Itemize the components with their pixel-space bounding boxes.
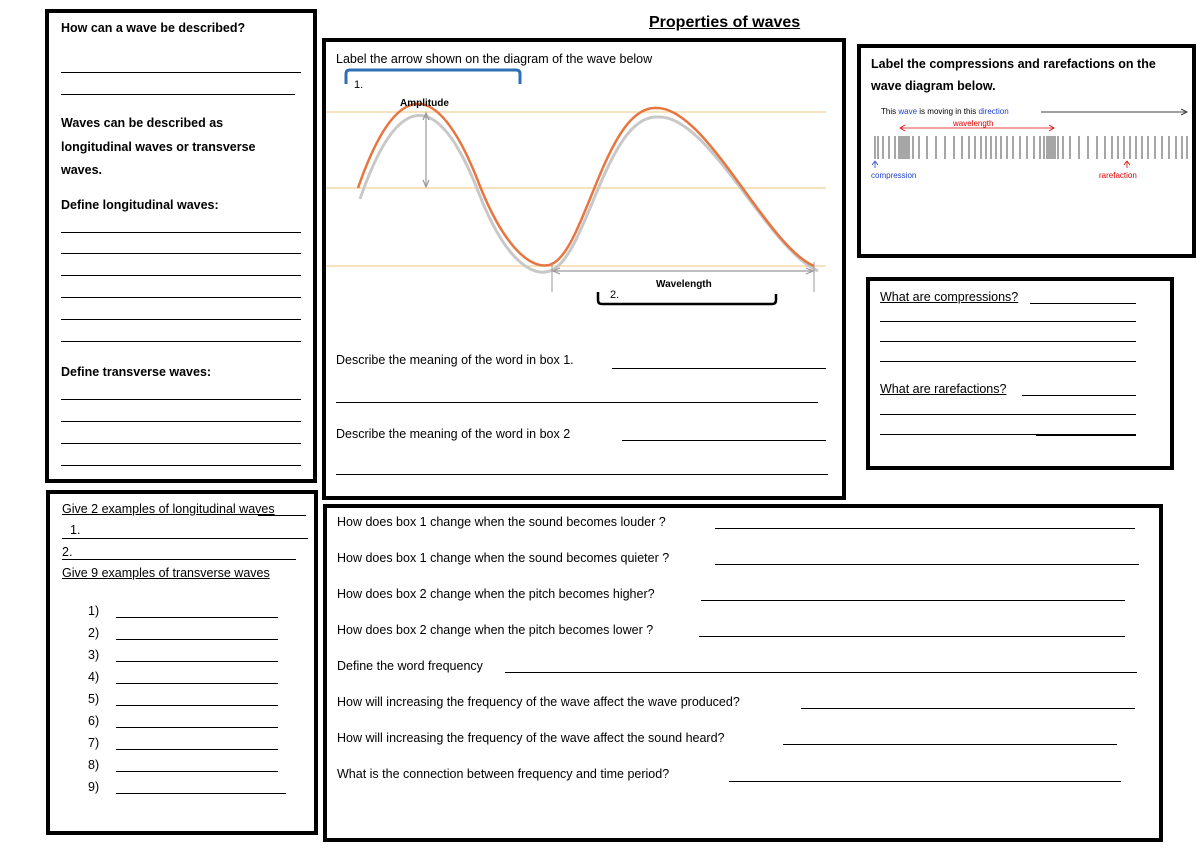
answer-line[interactable] <box>116 617 278 618</box>
answer-line[interactable] <box>880 321 1136 322</box>
answer-line[interactable] <box>612 368 826 369</box>
answer-line[interactable] <box>61 341 301 342</box>
rarefaction-label: rarefaction <box>1099 171 1137 180</box>
compression-questions-box <box>866 277 1174 470</box>
describe-wave-box <box>45 9 317 483</box>
answer-line[interactable] <box>801 708 1135 709</box>
intro-line: longitudinal waves or transverse <box>61 140 256 154</box>
question-3: How does box 2 change when the pitch becomes higher? <box>337 587 655 601</box>
question-5: Define the word frequency <box>337 659 483 673</box>
answer-line[interactable] <box>880 341 1136 342</box>
answer-line[interactable] <box>61 399 301 400</box>
answer-line[interactable] <box>116 683 278 684</box>
box-2-bracket <box>598 292 776 304</box>
answer-line[interactable] <box>116 749 278 750</box>
amplitude-label: Amplitude <box>400 98 449 109</box>
describe-box-1: Describe the meaning of the word in box 1. <box>336 353 574 367</box>
answer-line[interactable] <box>258 515 306 516</box>
particle-rows <box>875 136 1187 159</box>
question-8: What is the connection between frequency and time period? <box>337 767 670 781</box>
longitudinal-example-2: 2. <box>62 545 73 559</box>
define-transverse-heading: Define transverse waves: <box>61 365 212 379</box>
answer-line[interactable] <box>715 564 1139 565</box>
question-1: How does box 1 change when the sound becomes louder ? <box>337 515 666 529</box>
transverse-example-label: 7) <box>88 736 100 750</box>
answer-line[interactable] <box>61 94 295 95</box>
answer-line[interactable] <box>61 72 301 73</box>
transverse-example-label: 4) <box>88 670 100 684</box>
answer-line[interactable] <box>116 661 278 662</box>
questions-box <box>323 504 1163 842</box>
rarefactions-question: What are rarefactions? <box>880 382 1007 396</box>
answer-line[interactable] <box>116 705 278 706</box>
answer-line[interactable] <box>61 232 301 233</box>
answer-line[interactable] <box>701 600 1125 601</box>
answer-line[interactable] <box>62 559 296 560</box>
longitudinal-example-1: 1. <box>70 523 81 537</box>
answer-line[interactable] <box>62 538 308 539</box>
examples-box <box>46 490 318 835</box>
answer-line[interactable] <box>61 465 301 466</box>
answer-line[interactable] <box>1030 303 1136 304</box>
answer-line[interactable] <box>116 771 278 772</box>
question-7: How will increasing the frequency of the wave affect the sound heard? <box>337 731 725 745</box>
compression-instruction-line: wave diagram below. <box>871 79 996 93</box>
answer-line[interactable] <box>116 639 278 640</box>
answer-line-thick[interactable] <box>1036 434 1136 436</box>
answer-line[interactable] <box>1022 395 1136 396</box>
answer-line[interactable] <box>61 253 301 254</box>
question-2: How does box 1 change when the sound becomes quieter ? <box>337 551 670 565</box>
answer-line[interactable] <box>880 361 1136 362</box>
answer-line[interactable] <box>622 440 826 441</box>
answer-line[interactable] <box>505 672 1137 673</box>
compression-instruction-line: Label the compressions and rarefactions on the <box>871 57 1156 71</box>
answer-line[interactable] <box>336 402 818 403</box>
answer-line[interactable] <box>61 443 301 444</box>
describe-box-2: Describe the meaning of the word in box 2 <box>336 427 571 441</box>
transverse-example-label: 9) <box>88 780 100 794</box>
longitudinal-examples-heading: Give 2 examples of longitudinal waves <box>62 502 275 516</box>
answer-line[interactable] <box>61 275 301 276</box>
comp-wavelength-label: wavelength <box>953 119 994 128</box>
answer-line[interactable] <box>61 319 301 320</box>
answer-line[interactable] <box>880 414 1136 415</box>
page-title: Properties of waves <box>649 14 801 31</box>
compressions-question: What are compressions? <box>880 290 1019 304</box>
longitudinal-wave-diagram <box>867 104 1193 194</box>
answer-line[interactable] <box>715 528 1135 529</box>
compression-diagram-box <box>857 44 1196 258</box>
wave-diagram <box>326 66 842 306</box>
svg-text:This wave is moving in this di: This wave is moving in this direction <box>881 107 1009 116</box>
answer-line[interactable] <box>61 297 301 298</box>
box-1-label: 1. <box>354 79 364 91</box>
answer-line[interactable] <box>61 421 301 422</box>
transverse-example-label: 6) <box>88 714 100 728</box>
intro-line: Waves can be described as <box>61 116 224 130</box>
transverse-example-label: 2) <box>88 626 100 640</box>
box-1-bracket <box>346 70 520 84</box>
transverse-example-label: 8) <box>88 758 100 772</box>
transverse-example-label: 3) <box>88 648 100 662</box>
answer-line[interactable] <box>729 781 1121 782</box>
answer-line[interactable] <box>116 793 286 794</box>
define-longitudinal-heading: Define longitudinal waves: <box>61 198 219 212</box>
transverse-examples-heading: Give 9 examples of transverse waves <box>62 566 270 580</box>
transverse-example-label: 1) <box>88 604 100 618</box>
compression-label: compression <box>871 171 917 180</box>
answer-line[interactable] <box>699 636 1125 637</box>
describe-wave-question: How can a wave be described? <box>61 21 246 35</box>
question-6: How will increasing the frequency of the wave affect the wave produced? <box>337 695 740 709</box>
answer-line[interactable] <box>336 474 828 475</box>
question-4: How does box 2 change when the pitch becomes lower ? <box>337 623 654 637</box>
wavelength-label: Wavelength <box>656 279 712 290</box>
box-2-label: 2. <box>610 289 620 301</box>
wave-instruction: Label the arrow shown on the diagram of the wave below <box>336 52 653 66</box>
transverse-example-label: 5) <box>88 692 100 706</box>
wave-diagram-box <box>322 38 846 500</box>
answer-line[interactable] <box>783 744 1117 745</box>
answer-line[interactable] <box>116 727 278 728</box>
intro-line: waves. <box>61 163 103 177</box>
